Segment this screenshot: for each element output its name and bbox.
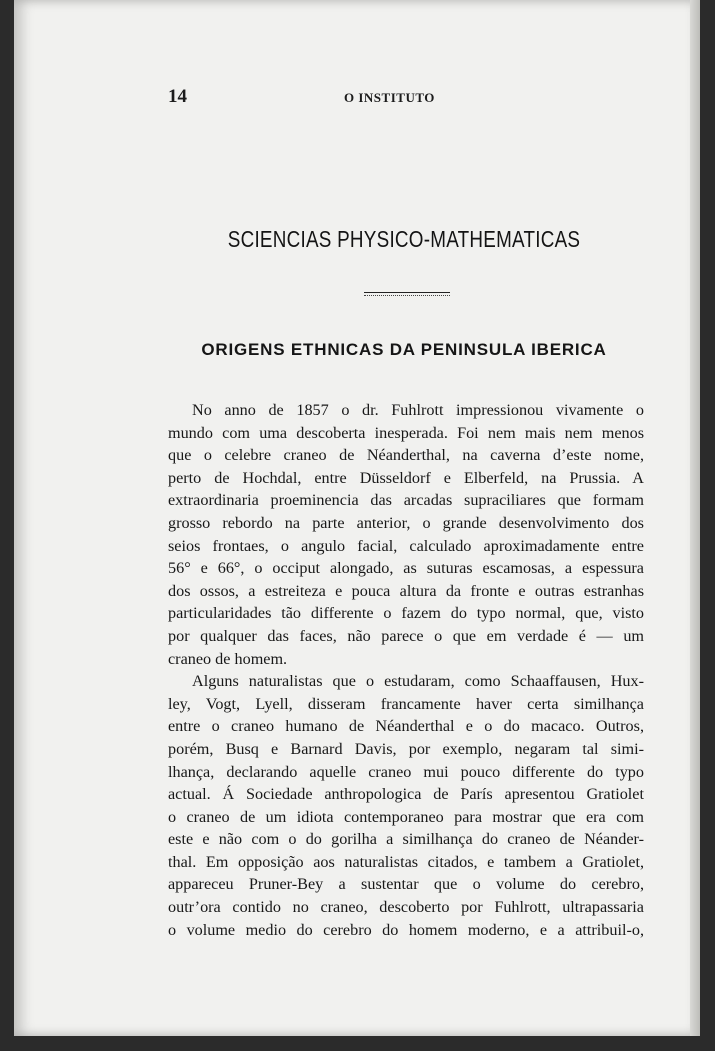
text-line: extraordinaria proeminencia das arcadas supraciliares que formam bbox=[168, 491, 644, 510]
text-line: por qualquer das faces, não parece o que em verdade é — um bbox=[168, 626, 644, 645]
paragraph-1 bbox=[168, 399, 644, 670]
text-line: perto de Hochdal, entre Düsseldorf e Elberfeld, na Prussia. A bbox=[168, 468, 644, 487]
article-body bbox=[168, 399, 644, 941]
text-line: seios frontaes, o angulo facial, calculado aproximadamente entre bbox=[168, 536, 644, 555]
text-line: appareceu Pruner-Bey a sustentar que o volume do cerebro, bbox=[168, 875, 644, 894]
text-line: 56° e 66°, o occiput alongado, as suturas escamosas, a espessura bbox=[168, 559, 644, 578]
text-line: No anno de 1857 o dr. Fuhlrott impressionou vivamente o bbox=[192, 401, 644, 419]
text-line: este e não com o do gorilha a similhança do craneo de Néander- bbox=[168, 830, 644, 849]
article-title: ORIGENS ETHNICAS DA PENINSULA IBERICA bbox=[201, 340, 607, 359]
text-line: particularidades tão differente o fazem do typo normal, que, visto bbox=[168, 604, 644, 623]
paragraph-2 bbox=[168, 670, 644, 941]
book-page bbox=[14, 0, 700, 1036]
text-line: mundo com uma descoberta inesperada. Foi nem mais nem menos bbox=[168, 423, 644, 442]
text-line: outr’ora contido no craneo, descoberto por Fuhlrott, ultrapassaria bbox=[168, 898, 644, 917]
running-head: O INSTITUTO bbox=[344, 90, 435, 105]
text-line: porém, Busq e Barnard Davis, por exemplo, negaram tal simi- bbox=[168, 739, 644, 758]
text-line: o craneo de um idiota contemporaneo para mostrar que era com bbox=[168, 807, 644, 826]
text-line: dos ossos, a estreiteza e pouca altura da fronte e outras estranhas bbox=[168, 581, 644, 600]
page-edge bbox=[690, 0, 700, 1036]
text-line: entre o craneo humano de Néanderthal e o do macaco. Outros, bbox=[168, 717, 644, 736]
text-line: Alguns naturalistas que o estudaram, como Schaaffausen, Hux- bbox=[192, 672, 644, 691]
text-line: craneo de homem. bbox=[168, 649, 288, 668]
text-line: thal. Em opposição aos naturalistas citados, e tambem a Gratiolet, bbox=[168, 852, 644, 871]
text-line: que o celebre craneo de Néanderthal, na caverna d’este nome, bbox=[168, 446, 644, 465]
title-divider bbox=[364, 292, 450, 296]
text-line: actual. Á Sociedade anthropologica de París apresentou Gratiolet bbox=[168, 785, 644, 804]
text-line: ley, Vogt, Lyell, disseram francamente haver certa similhança bbox=[168, 694, 644, 713]
page-header bbox=[164, 86, 644, 110]
section-title: SCIENCIAS PHYSICO-MATHEMATICAS bbox=[227, 226, 581, 252]
text-line: lhança, declarando aquelle craneo mui pouco differente do typo bbox=[168, 762, 644, 781]
text-line: grosso rebordo na parte anterior, o grande desenvolvimento dos bbox=[168, 513, 644, 532]
page-number: 14 bbox=[168, 86, 187, 107]
text-line: o volume medio do cerebro do homem moderno, e a attribuil-o, bbox=[168, 920, 644, 939]
